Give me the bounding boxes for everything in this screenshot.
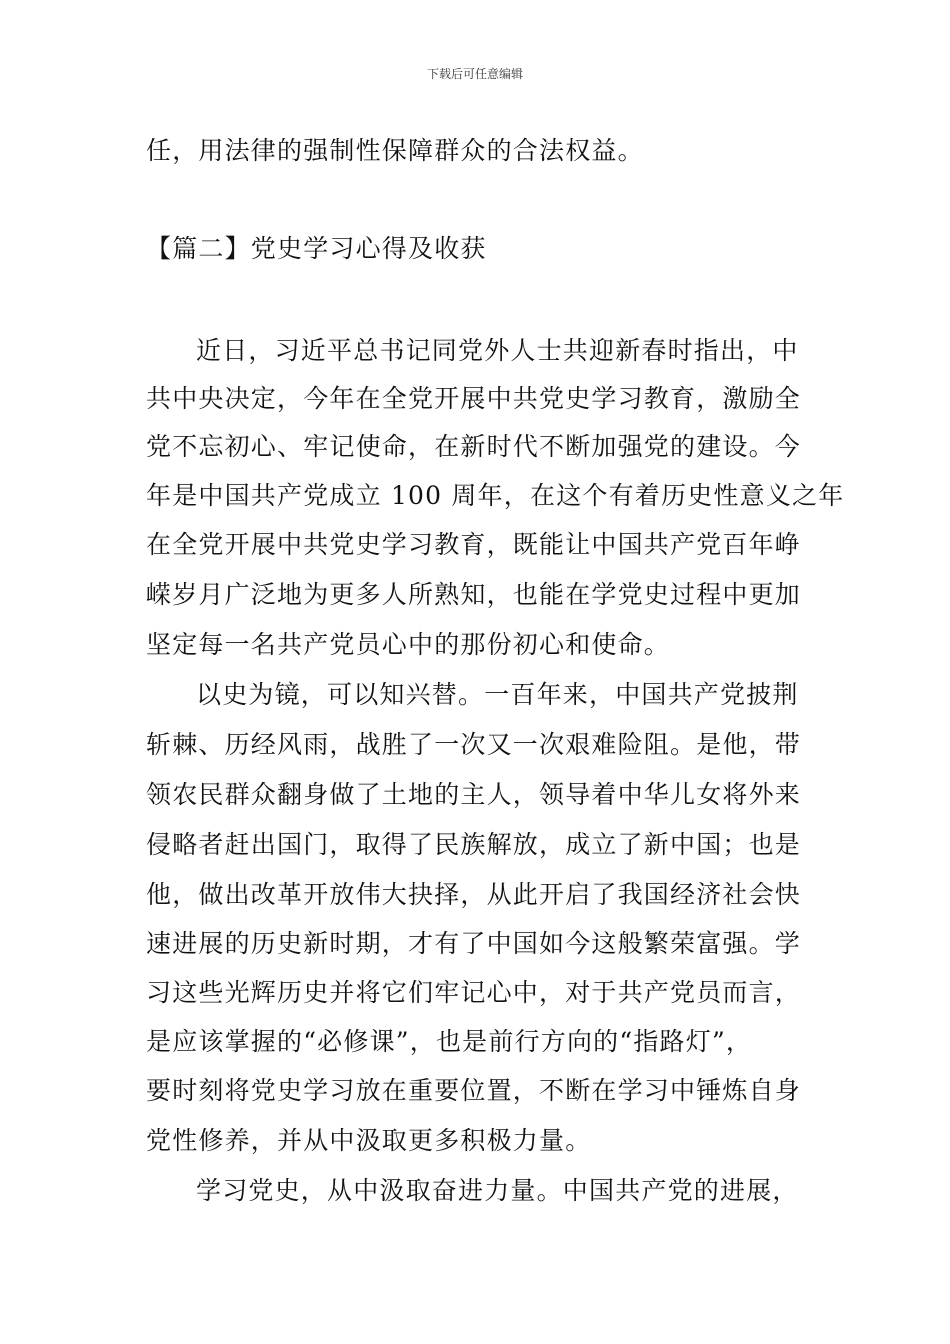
paragraph-2-line: 习这些光辉历史并将它们牢记心中，对于共产党员而言， [146,978,802,1007]
paragraph-1-line: 在全党开展中共党史学习教育，既能让中国共产党百年峥 [146,530,802,559]
paragraph-3-line: 学习党史，从中汲取奋进力量。中国共产党的进展， [196,1176,799,1205]
paragraph-1-line: 年是中国共产党成立 100 周年，在这个有着历史性意义之年 [146,481,845,510]
paragraph-1-line: 党不忘初心、牢记使命，在新时代不断加强党的建设。今 [146,432,802,461]
paragraph-1-line: 嵘岁月广泛地为更多人所熟知，也能在学党史过程中更加 [146,580,802,609]
paragraph-2-line: 斩棘、历经风雨，战胜了一次又一次艰难险阻。是他，带 [146,730,802,759]
page-header: 下载后可任意编辑 [426,67,523,81]
paragraph-2-line: 以史为镜，可以知兴替。一百年来，中国共产党披荆 [196,680,799,709]
paragraph-2-line: 他，做出改革开放伟大抉择，从此开启了我国经济社会快 [146,880,802,909]
paragraph-2-line: 党性修养，并从中汲取更多积极力量。 [146,1126,592,1155]
paragraph-2-line: 速进展的历史新时期，才有了中国如今这般繁荣富强。学 [146,929,802,958]
section-title: 【篇二】党史学习心得及收获 [146,234,487,263]
paragraph-2-line: 侵略者赶出国门，取得了民族解放，成立了新中国；也是 [146,830,802,859]
paragraph-2-line: 是应该掌握的“必修课”，也是前行方向的“指路灯”， [146,1027,753,1056]
paragraph-2-line: 领农民群众翻身做了土地的主人，领导着中华儿女将外来 [146,780,802,809]
paragraph-1-line: 共中央决定，今年在全党开展中共党史学习教育，激励全 [146,384,802,413]
continuation-line: 任，用法律的强制性保障群众的合法权益。 [146,136,644,165]
paragraph-1-line: 近日，习近平总书记同党外人士共迎新春时指出，中 [196,336,799,365]
paragraph-2-line: 要时刻将党史学习放在重要位置，不断在学习中锤炼自身 [146,1076,802,1105]
paragraph-1-line: 坚定每一名共产党员心中的那份初心和使命。 [146,630,671,659]
